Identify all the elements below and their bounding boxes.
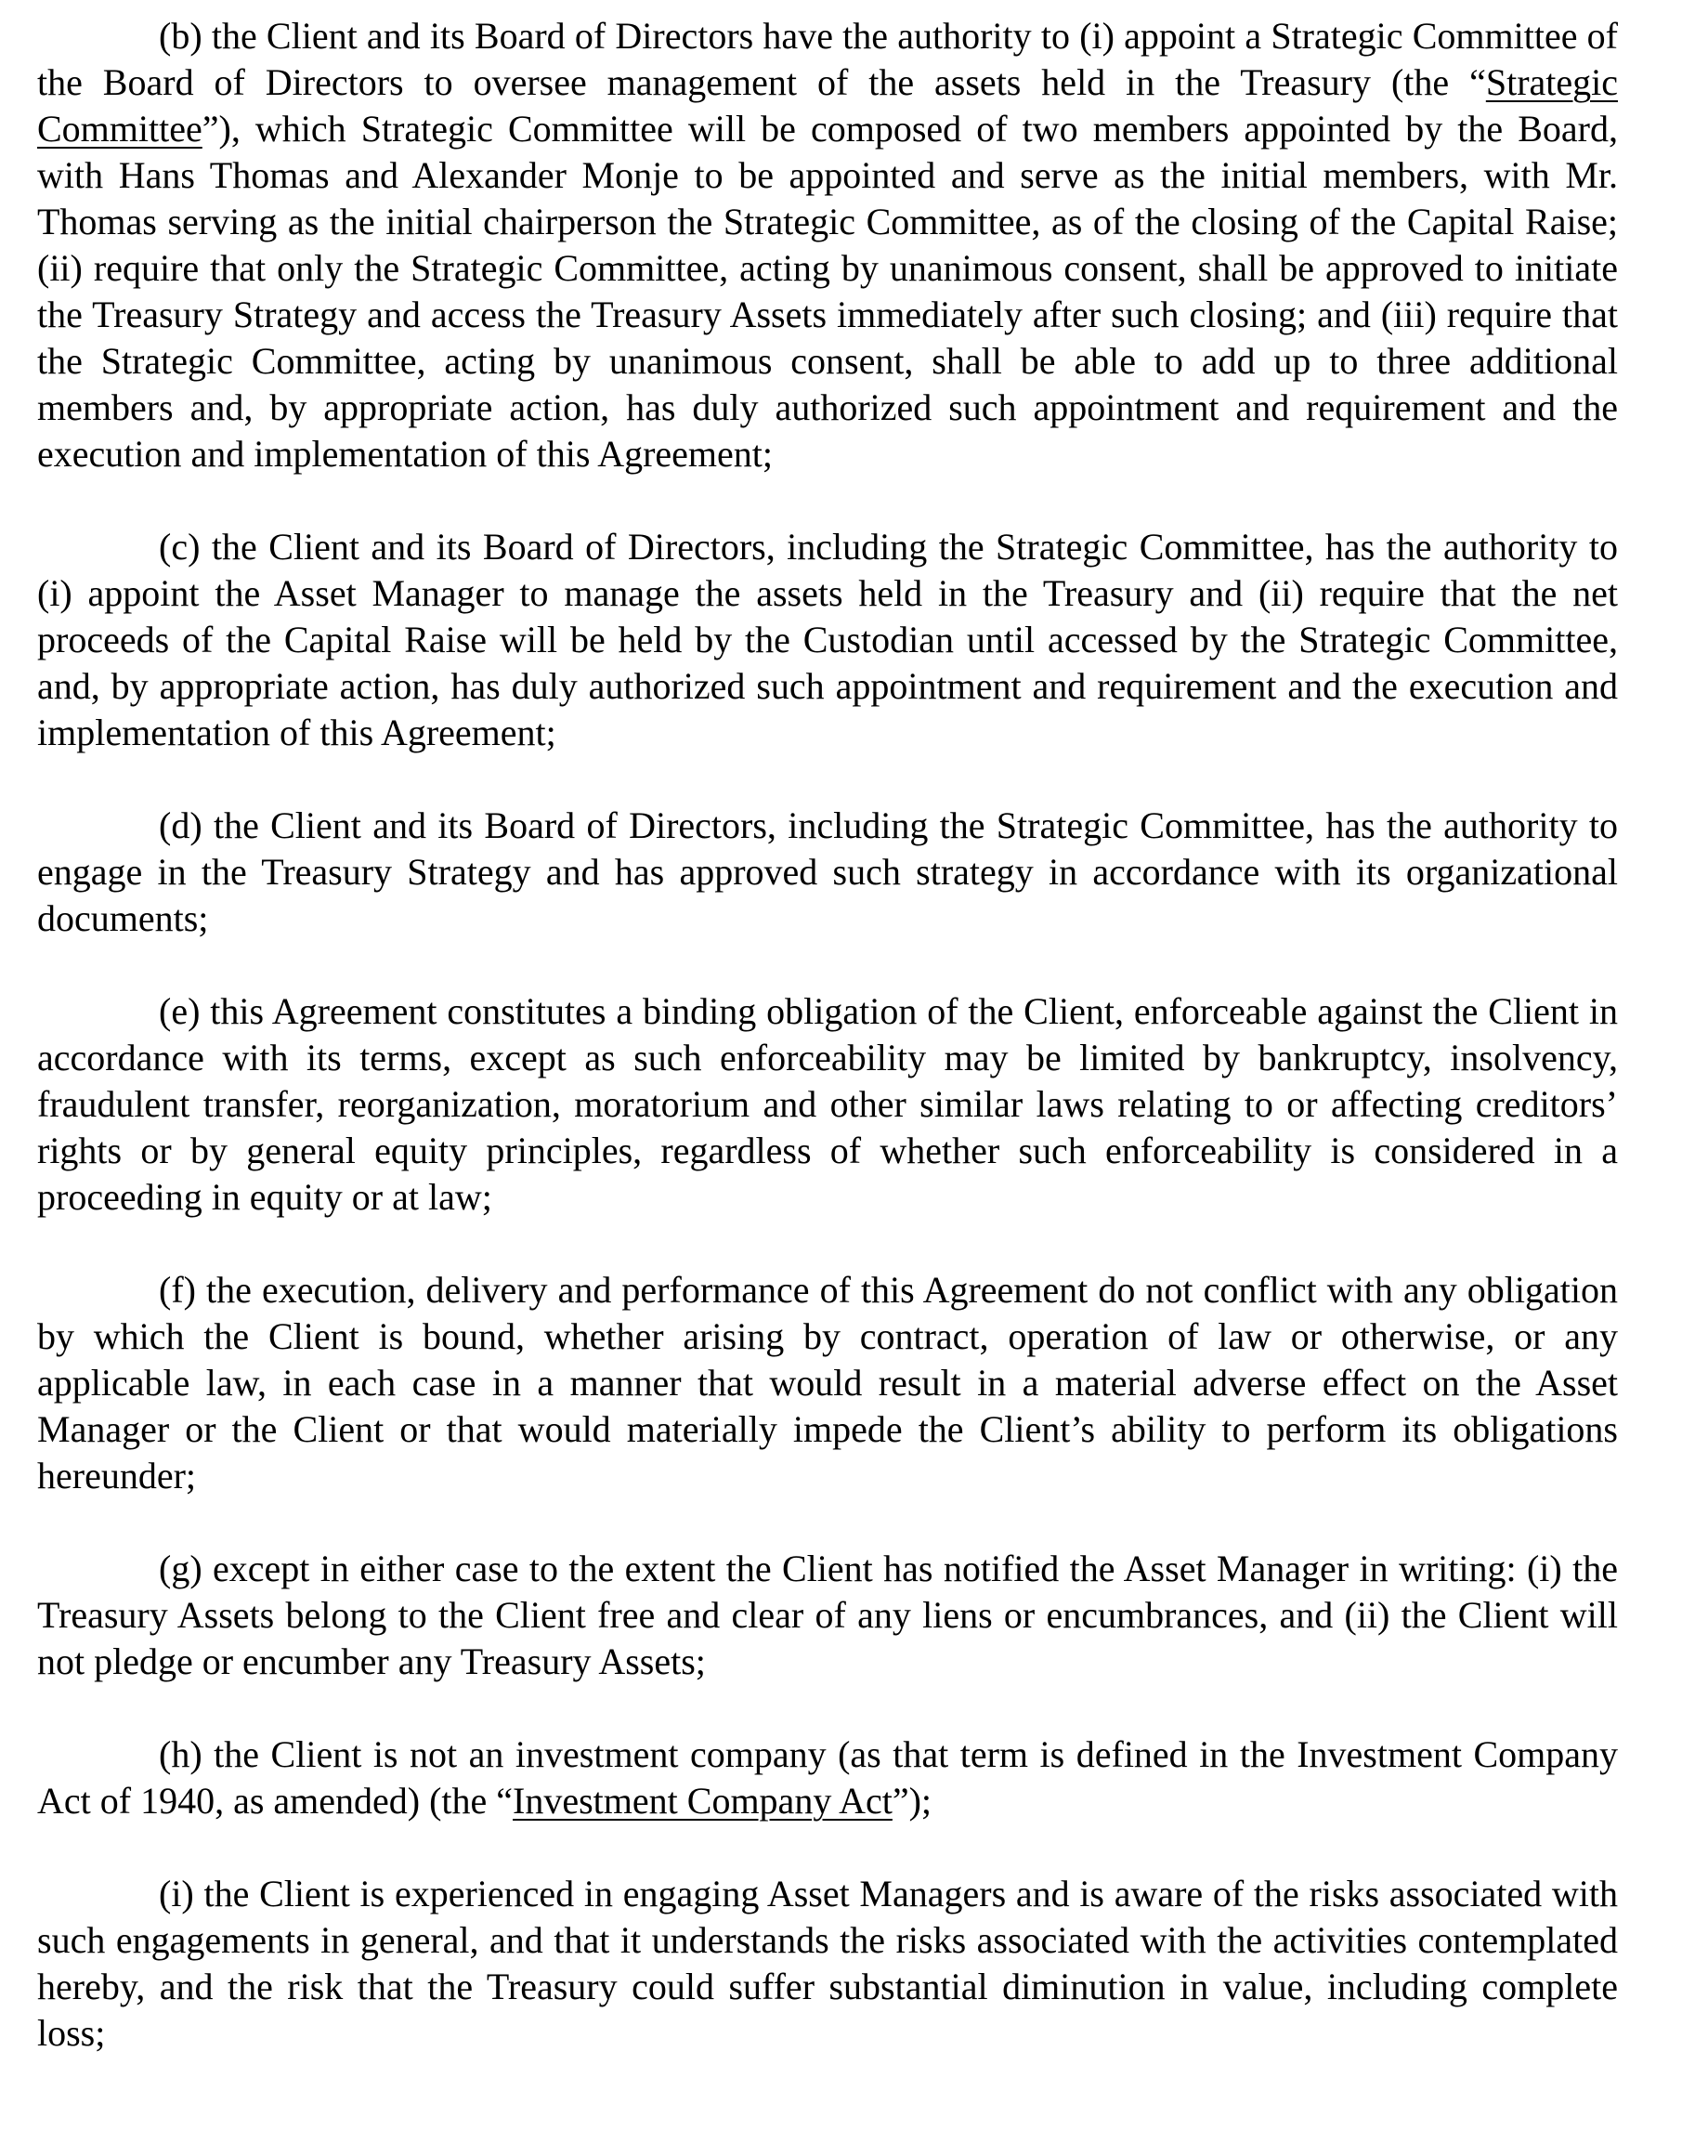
clause-text: the Client is experienced in engaging Asset Managers and is aware of the risks associated with such engagements in general, and that it understands the risks associated with the activities contemplated hereby, and the risk that the Treasury could suffer substantial diminution in value, including complete loss; [37,1873,1618,2054]
clause-text: the Client and its Board of Directors have the authority to (i) appoint a Strategic Committee of the Board of Directors to oversee management of the assets held in the Treasury (the “ [37,15,1618,103]
clause-text: ”), which Strategic Committee will be composed of two members appointed by the Board, with Hans Thomas and Alexander Monje to be appointed and serve as the initial members, with Mr. Thomas serving as the initial chairperson the Strategic Committee, as of the closing of the Capital Raise; (ii) require that only the Strategic Committee, acting by unanimous consent, shall be approved to initiate the Treasury Strategy and access the Treasury Assets immediately after such closing; and (iii) require that the Strategic Committee, acting by unanimous consent, shall be able to add up to three additional members and, by appropriate action, has duly authorized such appointment and requirement and the execution and implementation of this Agreement; [37,108,1618,475]
clause-label: (g) [159,1548,202,1589]
clause-label: (h) [159,1733,202,1775]
clause-d [37,803,1618,942]
clause-label: (f) [159,1269,196,1311]
clause-g [37,1546,1618,1685]
clause-label: (b) [159,15,202,57]
clause-text: except in either case to the extent the Client has notified the Asset Manager in writing: (i) the Treasury Assets belong to the Client free and clear of any liens or encumbrances, and (ii) the Client will not pledge or encumber any Treasury Assets; [37,1548,1618,1682]
clause-label: (c) [159,526,201,568]
clause-b [37,13,1618,477]
clause-label: (e) [159,990,201,1032]
clause-label: (d) [159,804,202,846]
clause-text: this Agreement constitutes a binding obligation of the Client, enforceable against the Client in accordance with its terms, except as such enforceability may be limited by bankruptcy, insolvency, fraudulent transfer, reorganization, moratorium and other similar laws relating to or affecting creditors’ rights or by general equity principles, regardless of whether such enforceability is considered in a proceeding in equity or at law; [37,990,1618,1218]
clause-label: (i) [159,1873,194,1914]
clause-i [37,1871,1618,2057]
clause-text: the execution, delivery and performance of this Agreement do not conflict with any obligation by which the Client is bound, whether arising by contract, operation of law or otherwise, or any applicable law, in each case in a manner that would result in a material adverse effect on the Asset Manager or the Client or that would materially impede the Client’s ability to perform its obligations hereunder; [37,1269,1618,1496]
defined-term: Strategic Committee [37,61,1618,150]
defined-term: Investment Company Act [513,1780,893,1822]
clause-h [37,1731,1618,1824]
clause-e [37,988,1618,1221]
document-page [37,13,1618,2057]
clause-text: the Client and its Board of Directors, including the Strategic Committee, has the authority to engage in the Treasury Strategy and has approved such strategy in accordance with its organizational documents; [37,804,1618,939]
clause-text: ”); [892,1780,932,1822]
clause-text: the Client is not an investment company (as that term is defined in the Investment Company Act of 1940, as amended) (the “ [37,1733,1618,1822]
clause-c [37,524,1618,756]
clause-f [37,1267,1618,1499]
clause-text: the Client and its Board of Directors, including the Strategic Committee, has the authority to (i) appoint the Asset Manager to manage the assets held in the Treasury and (ii) require that the net proceeds of the Capital Raise will be held by the Custodian until accessed by the Strategic Committee, and, by appropriate action, has duly authorized such appointment and requirement and the execution and implementation of this Agreement; [37,526,1618,753]
